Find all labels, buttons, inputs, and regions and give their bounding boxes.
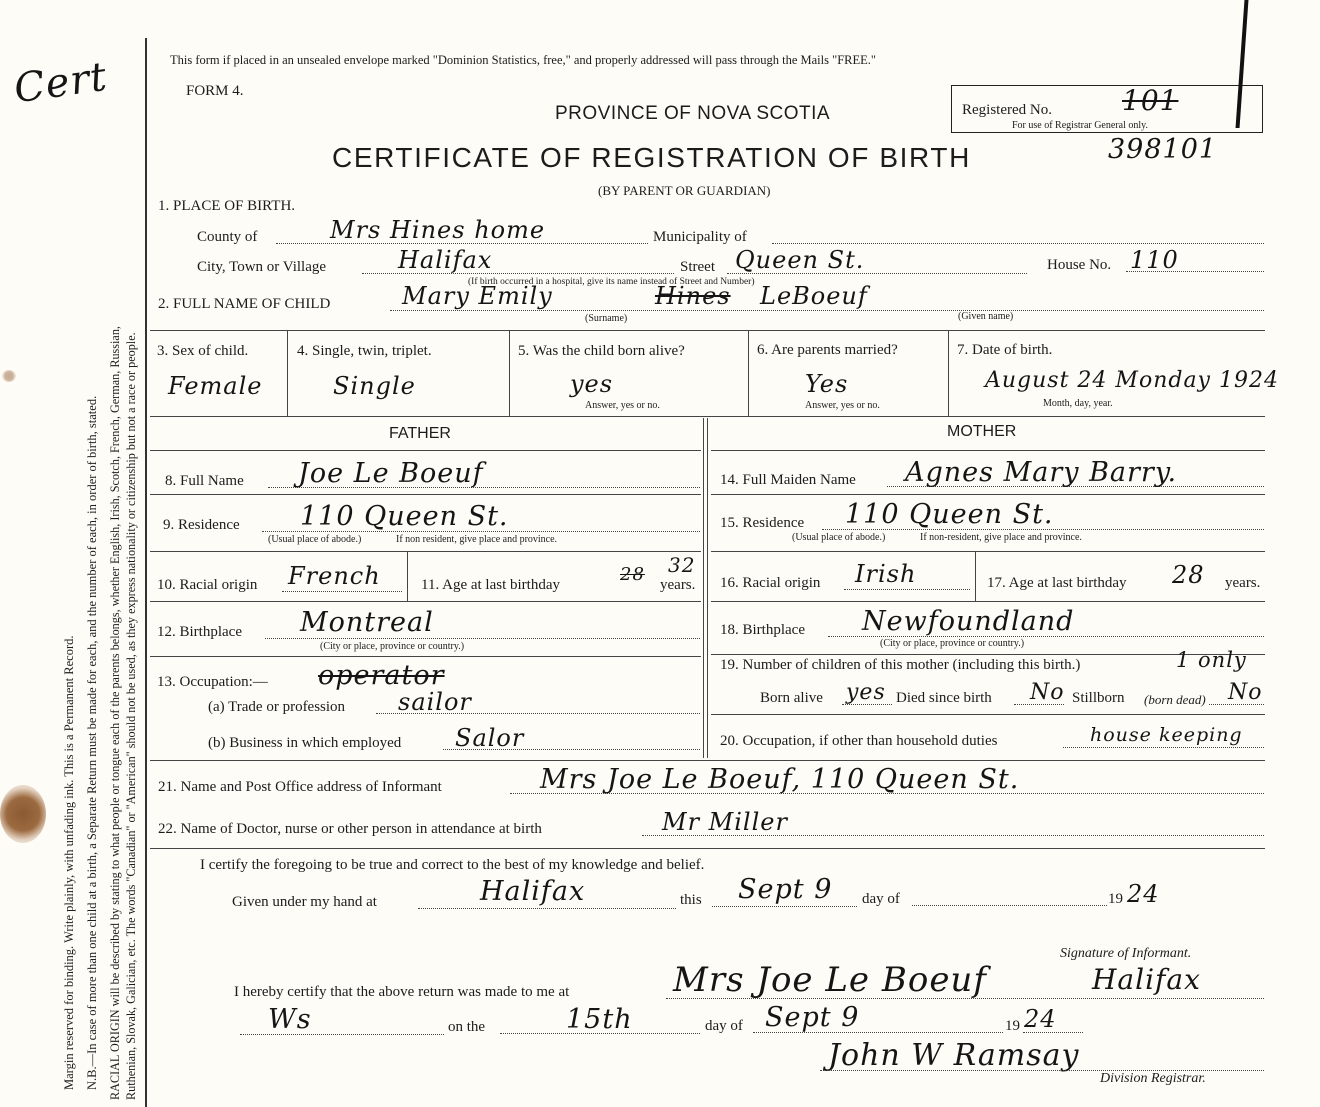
given-day-value: Sept 9 <box>738 874 833 905</box>
doctor-value: Mr Miller <box>662 808 788 836</box>
given-under-hand-label: Given under my hand at <box>232 894 377 910</box>
margin-note-3: RACIAL ORIGIN will be described by stating to what people or tongue each of the parents belongs, whether English, Irish, Scotch, French, German, Russian, <box>108 326 122 1100</box>
sex-value: Female <box>168 372 263 400</box>
informant-signature-place: Halifax <box>1092 963 1201 996</box>
informant-signature: Mrs Joe Le Boeuf <box>673 960 987 1000</box>
mother-children-label: 19. Number of children of this mother (including this birth.) <box>720 657 1081 673</box>
died-since-birth-label: Died since birth <box>896 690 992 706</box>
county-value: Mrs Hines home <box>330 216 546 244</box>
mother-occupation-value: house keeping <box>1090 724 1243 746</box>
parents-married-value: Yes <box>805 370 849 398</box>
father-age-struck: 28 <box>620 564 645 585</box>
certify-statement: I certify the foregoing to be true and correct to the best of my knowledge and belief. <box>200 857 705 873</box>
father-trade-label: (a) Trade or profession <box>208 699 346 715</box>
place-of-birth-heading: 1. PLACE OF BIRTH. <box>158 198 296 214</box>
county-label: County of <box>197 229 258 245</box>
father-nonresident-note: If non resident, give place and province. <box>396 534 558 545</box>
informant-signature-label: Signature of Informant. <box>1060 946 1192 961</box>
handwritten-registration-number: 398101 <box>1108 134 1218 165</box>
father-name-label: 8. Full Name <box>165 473 244 489</box>
born-alive-label: 5. Was the child born alive? <box>518 343 685 359</box>
sex-label: 3. Sex of child. <box>157 343 249 359</box>
mother-heading: MOTHER <box>947 423 1017 440</box>
certificate-subtitle: (BY PARENT OR GUARDIAN) <box>598 183 771 198</box>
mother-birthplace-label: 18. Birthplace <box>720 622 805 638</box>
city-value: Halifax <box>398 246 493 274</box>
plurality-value: Single <box>333 372 416 400</box>
date-of-birth-value: August 24 Monday 1924 <box>985 368 1279 393</box>
on-the-label: on the <box>448 1019 486 1035</box>
given-name-note: (Given name) <box>958 311 1014 322</box>
married-answer-note: Answer, yes or no. <box>805 400 880 411</box>
date-of-birth-note: Month, day, year. <box>1043 398 1113 409</box>
division-registrar-label: Division Registrar. <box>1100 1071 1206 1086</box>
margin-note-1: Margin reserved for binding. Write plainly, with unfading ink. This is a Permanent Record. <box>62 635 76 1090</box>
return-year-prefix: 19 <box>1005 1018 1020 1034</box>
alive-answer-note: Answer, yes or no. <box>585 400 660 411</box>
mother-name-label: 14. Full Maiden Name <box>720 472 856 488</box>
mother-abode-note: (Usual place of abode.) <box>792 532 886 543</box>
margin-note-2: N.B.—In case of more than one child at a birth, a Separate Return must be made for each, and the number of each, in order of birth, stated. <box>85 395 99 1090</box>
child-struck-name: Hines <box>655 282 731 310</box>
plurality-label: 4. Single, twin, triplet. <box>297 343 432 359</box>
mother-nonresident-note: If non-resident, give place and province. <box>920 532 1082 543</box>
child-surname: LeBoeuf <box>760 282 868 310</box>
date-of-birth-label: 7. Date of birth. <box>957 342 1053 358</box>
father-racial-value: French <box>288 562 381 590</box>
this-label: this <box>680 892 702 908</box>
given-day-of-label: day of <box>862 891 900 907</box>
registered-number-value: 101 <box>1122 84 1179 117</box>
registered-number-box <box>951 85 1263 133</box>
father-business-value: Salor <box>455 724 525 752</box>
father-occupation-value: operator <box>318 660 445 691</box>
stillborn-note: (born dead) <box>1144 692 1206 707</box>
father-racial-label: 10. Racial origin <box>157 577 258 593</box>
died-since-birth-value: No <box>1030 680 1065 705</box>
father-residence-label: 9. Residence <box>163 517 240 533</box>
return-month-value: Sept 9 <box>765 1002 860 1033</box>
father-abode-note: (Usual place of abode.) <box>268 534 362 545</box>
father-occupation-label: 13. Occupation:— <box>157 674 268 690</box>
return-year-value: 24 <box>1024 1005 1057 1033</box>
mother-age-value: 28 <box>1172 561 1205 589</box>
mother-residence-label: 15. Residence <box>720 515 805 531</box>
mother-children-value: 1 only <box>1176 648 1247 672</box>
rust-stain <box>0 785 46 843</box>
given-place-value: Halifax <box>480 876 586 907</box>
father-birthplace-value: Montreal <box>300 607 434 638</box>
born-alive-value: yes <box>570 370 614 398</box>
given-year-prefix: 19 <box>1108 891 1123 907</box>
informant-label: 21. Name and Post Office address of Informant <box>158 779 442 795</box>
father-years-label: years. <box>660 577 696 593</box>
born-alive-count-label: Born alive <box>760 690 823 706</box>
mother-birthplace-value: Newfoundland <box>862 606 1075 637</box>
father-age-label: 11. Age at last birthday <box>421 577 560 593</box>
house-number-label: House No. <box>1047 257 1112 273</box>
return-day-value: 15th <box>566 1004 633 1035</box>
return-made-label: I hereby certify that the above return was made to me at <box>234 984 570 1000</box>
parents-married-label: 6. Are parents married? <box>757 342 898 358</box>
father-trade-value: sailor <box>398 688 472 716</box>
registrar-note: For use of Registrar General only. <box>1012 120 1148 131</box>
return-day-of-label: day of <box>705 1018 743 1034</box>
mother-city-note: (City or place, province or country.) <box>880 638 1025 649</box>
doctor-label: 22. Name of Doctor, nurse or other person in attendance at birth <box>158 821 542 837</box>
father-heading: FATHER <box>389 425 451 442</box>
given-year-value: 24 <box>1127 880 1160 908</box>
certificate-title: CERTIFICATE OF REGISTRATION OF BIRTH <box>332 142 971 173</box>
surname-note: (Surname) <box>585 313 628 324</box>
mother-years-label: years. <box>1225 575 1261 591</box>
informant-value: Mrs Joe Le Boeuf, 110 Queen St. <box>540 764 1020 795</box>
mother-racial-label: 16. Racial origin <box>720 575 821 591</box>
rust-stain-small <box>2 370 16 382</box>
binding-margin-line <box>145 38 147 1107</box>
father-age-value: 32 <box>668 553 696 577</box>
city-label: City, Town or Village <box>197 259 327 275</box>
mother-name-value: Agnes Mary Barry. <box>905 457 1178 488</box>
registered-number-label: Registered No. <box>962 102 1052 118</box>
mail-note: This form if placed in an unsealed envelope marked "Dominion Statistics, free," and properly addressed will pass through the Mails "FREE." <box>170 53 877 67</box>
mother-occupation-label: 20. Occupation, if other than household duties <box>720 733 998 749</box>
street-value: Queen St. <box>735 246 865 274</box>
margin-note-4: Ruthenian, Slovak, Galician, etc. The words "Canadian" or "American" should not be used, as they express nationality or citizenship but not a race or people. <box>124 332 138 1100</box>
child-given-name: Mary Emily <box>402 282 553 310</box>
mother-racial-value: Irish <box>855 560 917 588</box>
return-place-mark: Ws <box>268 1004 312 1035</box>
child-name-label: 2. FULL NAME OF CHILD <box>158 296 331 312</box>
father-residence-value: 110 Queen St. <box>300 501 509 532</box>
father-business-label: (b) Business in which employed <box>208 735 402 751</box>
form-number: FORM 4. <box>186 83 244 99</box>
mother-age-label: 17. Age at last birthday <box>987 575 1127 591</box>
hospital-note: (If birth occurred in a hospital, give its name instead of Street and Number) <box>468 277 755 287</box>
street-label: Street <box>680 259 715 275</box>
father-city-note: (City or place, province or country.) <box>320 641 465 652</box>
born-alive-count-value: yes <box>846 680 886 705</box>
municipality-label: Municipality of <box>653 229 747 245</box>
province-heading: PROVINCE OF NOVA SCOTIA <box>555 103 831 124</box>
house-number-value: 110 <box>1130 246 1179 274</box>
father-birthplace-label: 12. Birthplace <box>157 624 242 640</box>
corner-mark: Cert <box>11 53 111 113</box>
mother-residence-value: 110 Queen St. <box>845 499 1054 530</box>
stillborn-label: Stillborn <box>1072 690 1125 706</box>
registrar-signature: John W Ramsay <box>828 1038 1080 1073</box>
stillborn-value: No <box>1228 680 1263 705</box>
father-name-value: Joe Le Boeuf <box>298 458 484 489</box>
